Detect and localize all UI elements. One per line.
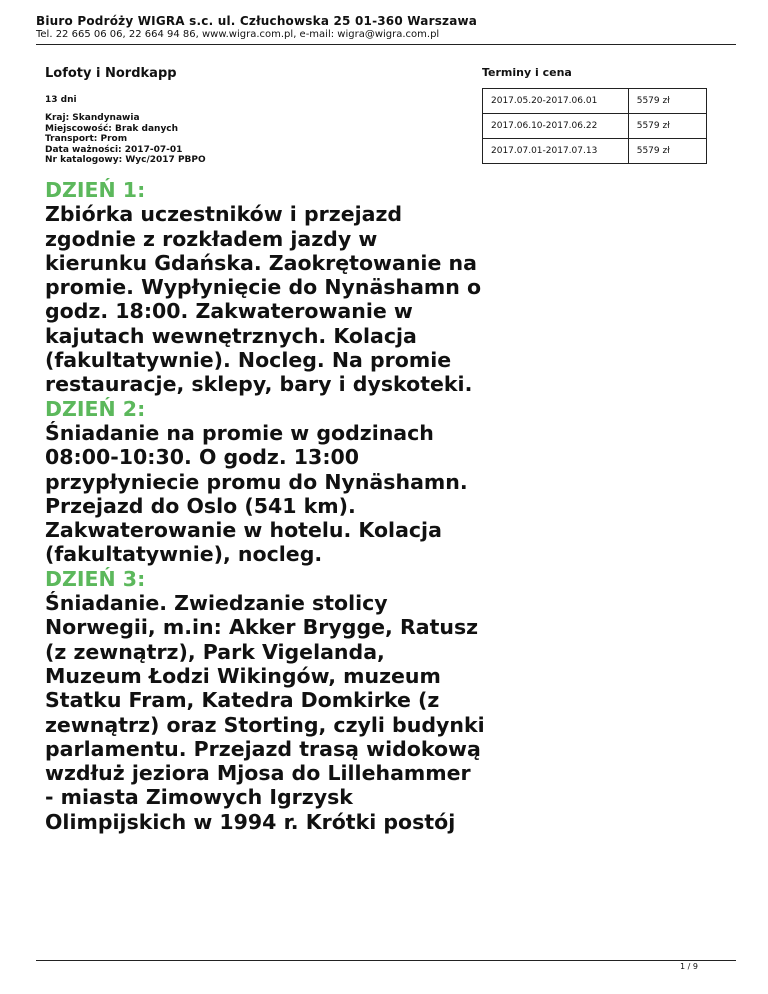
term-date: 2017.07.01-2017.07.13 — [483, 139, 629, 164]
term-date: 2017.05.20-2017.06.01 — [483, 89, 629, 114]
offer-summary — [45, 66, 485, 166]
table-row — [483, 114, 707, 139]
day-description: Śniadanie. Zwiedzanie stolicy Norwegii, m.in: Akker Brygge, Ratusz (z zewnątrz), Park Vigelanda, Muzeum Łodzi Wikingów, muzeum Statku Fram, Katedra Domkirke (z zewnątrz) oraz Storting, czyli budynki parlamentu. Przejazd trasą widokową wzdłuż jeziora Mjosa do Lillehammer - miasta Zimowych Igrzysk Olimpijskich w 1994 r. Krótki postój — [45, 591, 485, 834]
offer-duration: 13 dni — [45, 95, 77, 105]
offer-title: Lofoty i Nordkapp — [45, 66, 177, 81]
company-name: Biuro Podróży WIGRA s.c. ul. Człuchowska 25 01-360 Warszawa — [36, 14, 478, 28]
day-heading: DZIEŃ 2: — [45, 396, 146, 421]
meta-valid-until: Data ważności: 2017-07-01 — [45, 144, 183, 155]
itinerary — [45, 178, 485, 834]
meta-location: Miejscowość: Brak danych — [45, 123, 179, 134]
header-divider — [36, 44, 736, 45]
terms-title: Terminy i cena — [482, 66, 572, 79]
meta-country: Kraj: Skandynawia — [45, 113, 140, 123]
meta-catalog-number: Nr katalogowy: Wyc/2017 PBPO — [45, 155, 206, 165]
term-date: 2017.06.10-2017.06.22 — [483, 114, 629, 139]
day-heading: DZIEŃ 3: — [45, 566, 146, 591]
terms-table — [482, 88, 707, 164]
table-row — [483, 139, 707, 164]
table-row — [483, 89, 707, 114]
company-contact: Tel. 22 665 06 06, 22 664 94 86, www.wigra.com.pl, e-mail: wigra@wigra.com.pl — [36, 29, 440, 40]
term-price: 5579 zł — [628, 114, 706, 139]
terms-section — [482, 66, 707, 156]
footer-divider — [36, 960, 736, 961]
meta-transport: Transport: Prom — [45, 134, 128, 144]
offer-meta — [45, 113, 485, 166]
day-description: Śniadanie na promie w godzinach 08:00-10:30. O godz. 13:00 przypłyniecie promu do Nynäshamn. Przejazd do Oslo (541 km). Zakwaterowanie w hotelu. Kolacja (fakultatywnie), nocleg. — [45, 420, 468, 567]
term-price: 5579 zł — [628, 139, 706, 164]
day-heading: DZIEŃ 1: — [45, 178, 146, 202]
term-price: 5579 zł — [628, 89, 706, 114]
page-number: 1 / 9 — [680, 962, 698, 971]
document-header — [36, 14, 736, 40]
day-description: Zbiórka uczestników i przejazd zgodnie z rozkładem jazdy w kierunku Gdańska. Zaokrętowanie na promie. Wypłynięcie do Nynäshamn o godz. 18:00. Zakwaterowanie w kajutach wewnętrznych. Kolacja (fakultatywnie). Nocleg. Na promie restauracje, sklepy, bary i dyskoteki. — [45, 202, 482, 397]
